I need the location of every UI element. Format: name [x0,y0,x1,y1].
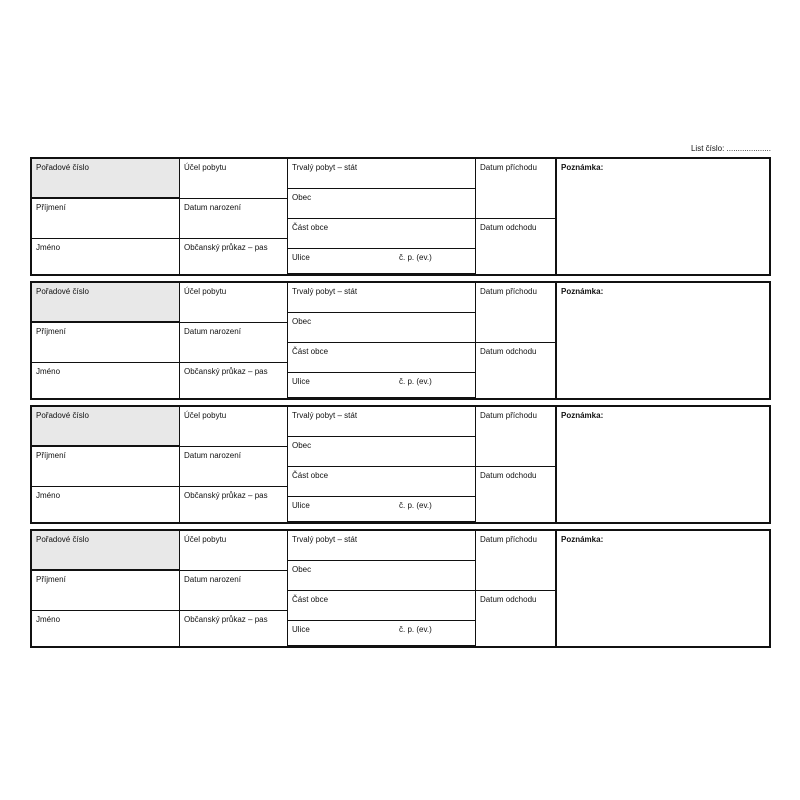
surname-label: Příjmení [36,575,66,584]
id-document-label: Občanský průkaz – pas [184,491,268,500]
identity-column [32,159,180,274]
dates-column [476,531,557,646]
street-field[interactable] [288,497,475,522]
address-column [288,407,476,522]
id-document-field[interactable] [180,487,287,522]
note-label: Poznámka: [561,535,604,544]
stay-purpose-label: Účel pobytu [184,411,227,420]
house-number-label: č. p. (ev.) [399,377,432,386]
stay-purpose-field[interactable] [180,407,287,447]
personal-details-column [180,159,288,274]
departure-date-field[interactable] [476,343,555,398]
surname-field[interactable] [32,571,179,611]
note-field[interactable] [557,283,769,398]
identity-column [32,407,180,522]
arrival-date-label: Datum příchodu [480,287,537,296]
departure-date-field[interactable] [476,219,555,274]
birth-date-field[interactable] [180,447,287,487]
street-label: Ulice [292,377,310,386]
municipality-label: Obec [292,317,312,326]
first-name-field[interactable] [32,487,179,522]
departure-date-label: Datum odchodu [480,223,537,232]
birth-date-label: Datum narození [184,575,241,584]
arrival-date-field[interactable] [476,159,555,219]
surname-label: Příjmení [36,327,66,336]
street-label: Ulice [292,501,310,510]
municipality-field[interactable] [288,561,475,591]
country-label: Trvalý pobyt – stát [292,287,358,296]
municipality-part-label: Část obce [292,347,329,356]
address-column [288,531,476,646]
departure-date-label: Datum odchodu [480,347,537,356]
arrival-date-label: Datum příchodu [480,535,537,544]
birth-date-label: Datum narození [184,327,241,336]
street-label: Ulice [292,253,310,262]
dates-column [476,159,557,274]
house-number-label: č. p. (ev.) [399,501,432,510]
country-label: Trvalý pobyt – stát [292,163,358,172]
guest-record-3 [30,405,771,524]
street-field[interactable] [288,621,475,646]
personal-details-column [180,531,288,646]
municipality-label: Obec [292,565,312,574]
id-document-label: Občanský průkaz – pas [184,243,268,252]
order-number-label: Pořadové číslo [36,287,89,296]
note-label: Poznámka: [561,163,604,172]
municipality-part-field[interactable] [288,591,475,621]
departure-date-field[interactable] [476,467,555,522]
birth-date-field[interactable] [180,323,287,363]
municipality-part-label: Část obce [292,223,329,232]
stay-purpose-label: Účel pobytu [184,287,227,296]
identity-column [32,531,180,646]
dates-column [476,283,557,398]
birth-date-label: Datum narození [184,451,241,460]
house-number-label: č. p. (ev.) [399,253,432,262]
birth-date-field[interactable] [180,199,287,239]
order-number-label: Pořadové číslo [36,535,89,544]
guest-record-4 [30,529,771,648]
country-field[interactable] [288,531,475,561]
arrival-date-label: Datum příchodu [480,163,537,172]
order-number-field[interactable] [32,283,179,323]
stay-purpose-label: Účel pobytu [184,535,227,544]
order-number-label: Pořadové číslo [36,163,89,172]
order-number-field[interactable] [32,531,179,571]
municipality-field[interactable] [288,189,475,219]
house-number-label: č. p. (ev.) [399,625,432,634]
address-column [288,159,476,274]
birth-date-label: Datum narození [184,203,241,212]
note-field[interactable] [557,407,769,522]
guest-record-1 [30,157,771,276]
surname-label: Příjmení [36,203,66,212]
note-field[interactable] [557,531,769,646]
street-field[interactable] [288,373,475,398]
arrival-date-field[interactable] [476,283,555,343]
id-document-label: Občanský průkaz – pas [184,615,268,624]
note-field[interactable] [557,159,769,274]
birth-date-field[interactable] [180,571,287,611]
personal-details-column [180,283,288,398]
order-number-field[interactable] [32,407,179,447]
arrival-date-field[interactable] [476,407,555,467]
municipality-label: Obec [292,441,312,450]
surname-field[interactable] [32,323,179,363]
first-name-field[interactable] [32,611,179,646]
country-field[interactable] [288,159,475,189]
stay-purpose-label: Účel pobytu [184,163,227,172]
stay-purpose-field[interactable] [180,159,287,199]
municipality-part-label: Část obce [292,471,329,480]
sheet-number-field[interactable]: List číslo: .................... [690,144,771,153]
first-name-field[interactable] [32,239,179,274]
surname-label: Příjmení [36,451,66,460]
street-label: Ulice [292,625,310,634]
stay-purpose-field[interactable] [180,531,287,571]
municipality-part-field[interactable] [288,343,475,373]
country-label: Trvalý pobyt – stát [292,411,358,420]
municipality-label: Obec [292,193,312,202]
first-name-label: Jméno [36,367,61,376]
departure-date-field[interactable] [476,591,555,646]
arrival-date-label: Datum příchodu [480,411,537,420]
surname-field[interactable] [32,447,179,487]
identity-column [32,283,180,398]
country-field[interactable] [288,407,475,437]
municipality-field[interactable] [288,313,475,343]
first-name-label: Jméno [36,491,61,500]
municipality-part-label: Část obce [292,595,329,604]
arrival-date-field[interactable] [476,531,555,591]
country-label: Trvalý pobyt – stát [292,535,358,544]
municipality-part-field[interactable] [288,219,475,249]
dates-column [476,407,557,522]
municipality-field[interactable] [288,437,475,467]
id-document-field[interactable] [180,611,287,646]
first-name-label: Jméno [36,615,61,624]
guest-record-2 [30,281,771,400]
address-column [288,283,476,398]
stay-purpose-field[interactable] [180,283,287,323]
first-name-label: Jméno [36,243,61,252]
note-label: Poznámka: [561,411,604,420]
id-document-label: Občanský průkaz – pas [184,367,268,376]
surname-field[interactable] [32,199,179,239]
first-name-field[interactable] [32,363,179,398]
order-number-field[interactable] [32,159,179,199]
order-number-label: Pořadové číslo [36,411,89,420]
departure-date-label: Datum odchodu [480,471,537,480]
street-field[interactable] [288,249,475,274]
note-label: Poznámka: [561,287,604,296]
departure-date-label: Datum odchodu [480,595,537,604]
id-document-field[interactable] [180,239,287,274]
id-document-field[interactable] [180,363,287,398]
country-field[interactable] [288,283,475,313]
personal-details-column [180,407,288,522]
municipality-part-field[interactable] [288,467,475,497]
